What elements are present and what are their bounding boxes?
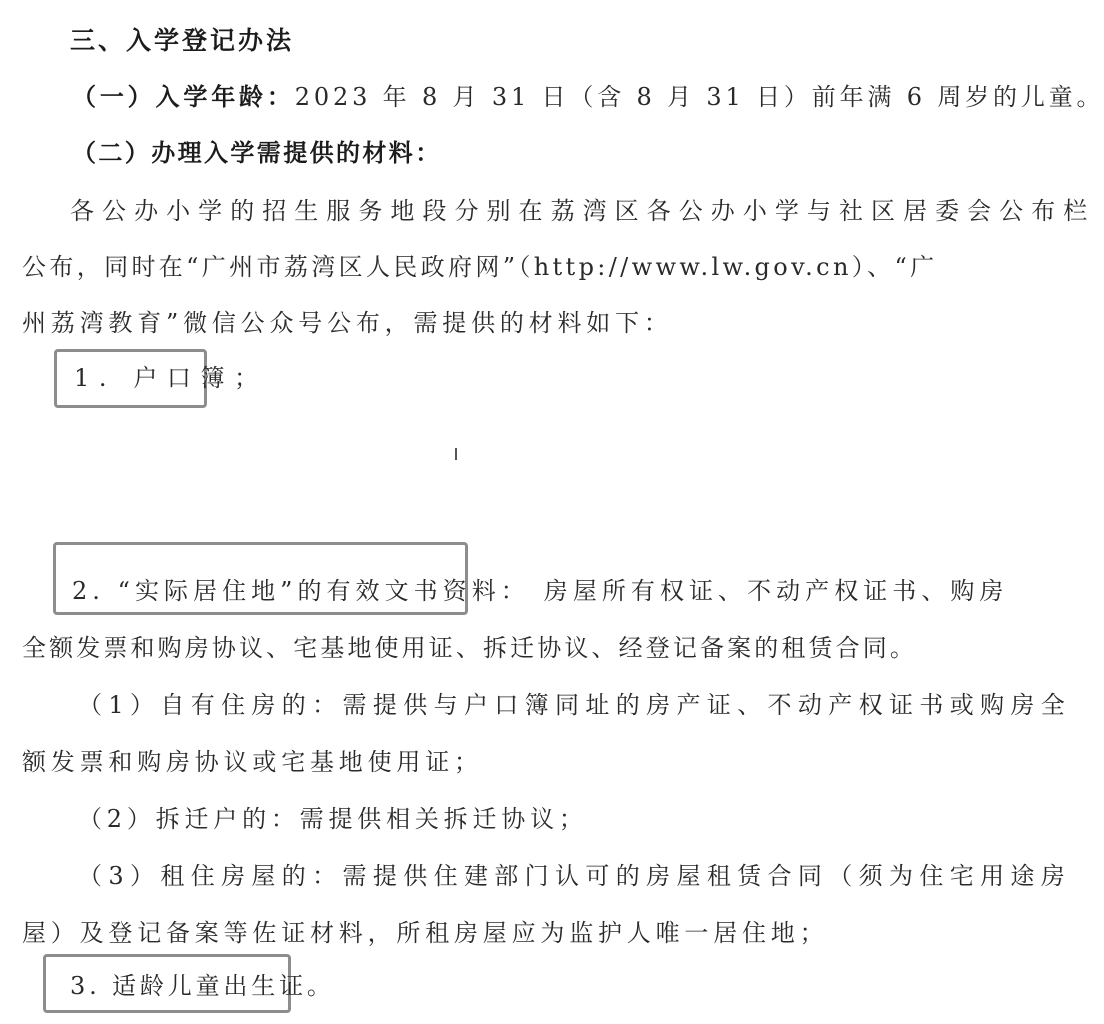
section-heading: 三、入学登记办法	[70, 26, 295, 55]
item-age-text: 2023 年 8 月 31 日（含 8 月 31 日）前年满 6 周岁的儿童。	[294, 83, 1104, 111]
sub-item-relocation: （2）拆迁户的：需提供相关拆迁协议；	[78, 805, 588, 833]
materials-heading: （二）办理入学需提供的材料：	[72, 139, 442, 167]
sub-item-rental-line-1: （3）租住房屋的：需提供住建部门认可的房屋租赁合同（须为住宅用途房	[78, 862, 1072, 890]
list-item-birth-certificate: 3. 适龄儿童出生证。	[70, 972, 335, 1000]
paragraph-line-1: 各公办小学的招生服务地段分别在荔湾区各公办小学与社区居委会公布栏	[70, 197, 1096, 225]
sub-item-own-house-line-1: （1）自有住房的：需提供与户口簿同址的房产证、不动产权证书或购房全	[78, 691, 1072, 719]
sub-item-own-house-line-2: 额发票和购房协议或宅基地使用证；	[22, 748, 483, 776]
sub-item-rental-line-2: 屋）及登记备案等佐证材料，所租房屋应为监护人唯一居住地；	[22, 919, 829, 947]
item-age	[72, 80, 1104, 114]
residence-docs-line-2: 全额发票和购房协议、宅基地使用证、拆迁协议、经登记备案的租赁合同。	[22, 634, 917, 662]
list-item-residence-docs-label: 2. “实际居住地”的有效文书资料：	[72, 577, 530, 605]
stray-mark	[455, 448, 457, 460]
list-item-residence-docs-rest: 房屋所有权证、不动产权证书、购房	[543, 577, 1009, 605]
list-item-household-register: 1. 户口簿；	[74, 364, 268, 392]
paragraph-line-2: 公布，同时在“广州市荔湾区人民政府网”（http://www.lw.gov.cn）、“广	[22, 253, 938, 281]
list-item-residence-docs	[72, 574, 1008, 608]
paragraph-line-3: 州荔湾教育”微信公众号公布，需提供的材料如下：	[22, 309, 673, 337]
item-age-label: （一）入学年龄：	[72, 83, 295, 111]
